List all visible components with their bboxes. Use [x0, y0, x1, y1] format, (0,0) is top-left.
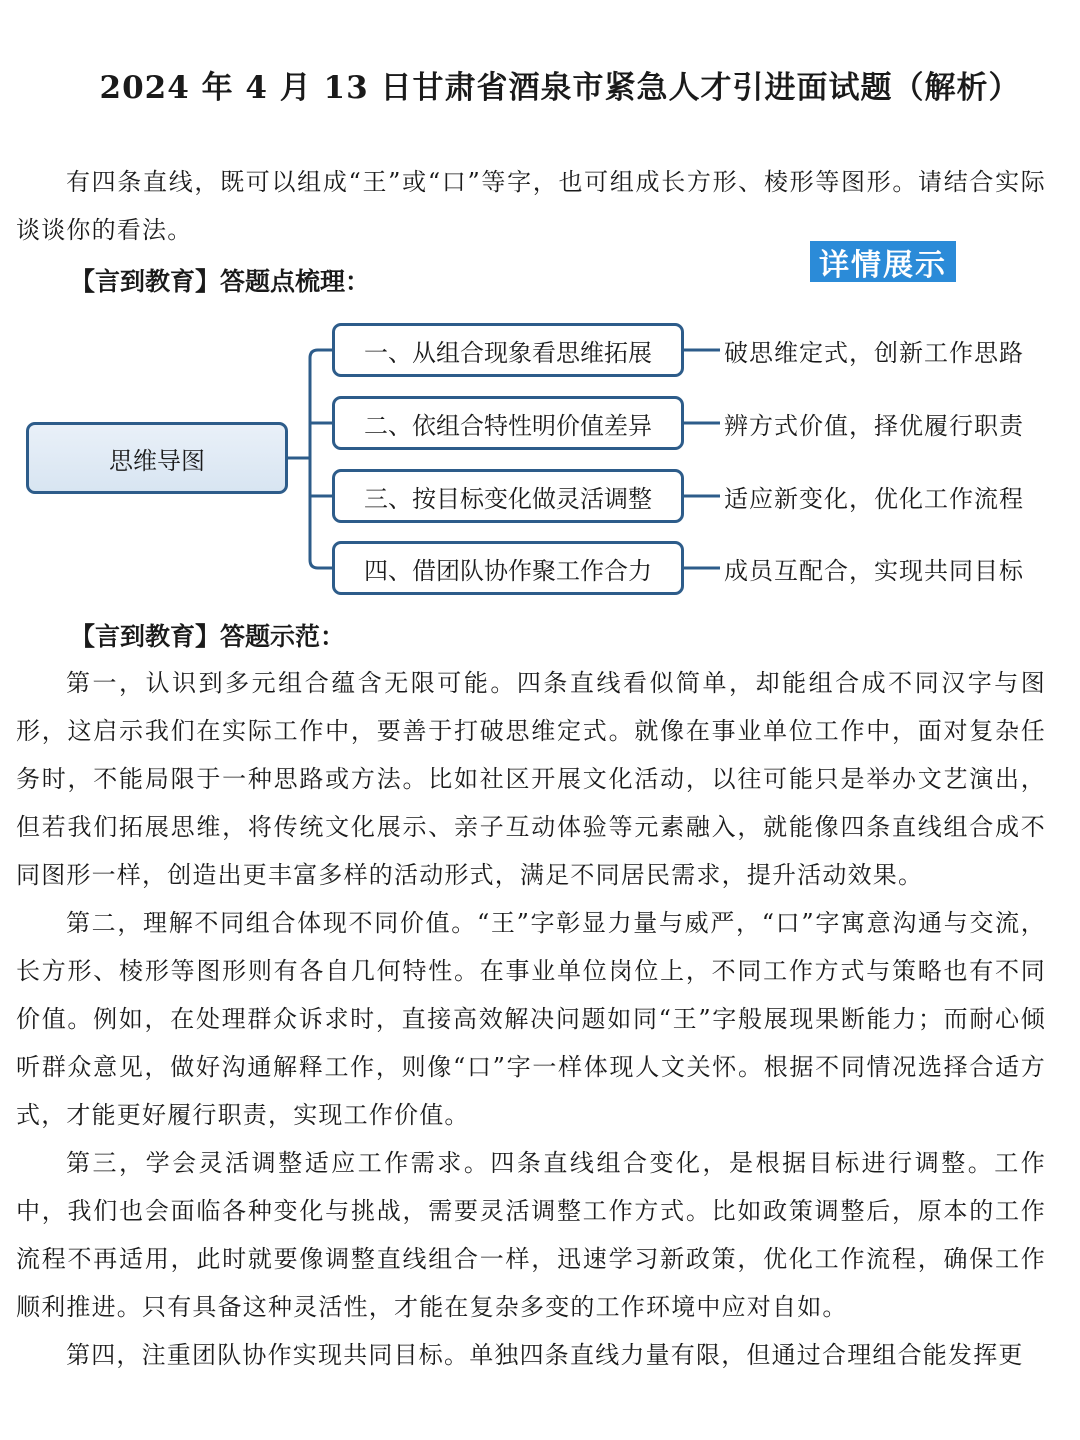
question-text: 有四条直线，既可以组成“王”或“口”等字，也可组成长方形、棱形等图形。请结合实际谈谈你的看法。	[16, 168, 1046, 244]
mindmap-branch: 四、借团队协作聚工作合力	[332, 541, 684, 595]
answer-paragraph: 第一，认识到多元组合蕴含无限可能。四条直线看似简单，却能组合成不同汉字与图形，这启示我们在实际工作中，要善于打破思维定式。就像在事业单位工作中，面对复杂任务时，不能局限于一种思路或方法。比如社区开展文化活动，以往可能只是举办文艺演出，但若我们拓展思维，将传统文化展示、亲子互动体验等元素融入，就能像四条直线组合成不同图形一样，创造出更丰富多样的活动形式，满足不同居民需求，提升活动效果。	[16, 669, 1046, 889]
mindmap-leaf: 成员互配合，实现共同目标	[724, 556, 1024, 585]
mindmap-branch: 三、按目标变化做灵活调整	[332, 469, 684, 523]
answer-paragraph: 第三，学会灵活调整适应工作需求。四条直线组合变化，是根据目标进行调整。工作中，我们也会面临各种变化与挑战，需要灵活调整工作方式。比如政策调整后，原本的工作流程不再适用，此时就要像调整直线组合一样，迅速学习新政策，优化工作流程，确保工作顺利推进。只有具备这种灵活性，才能在复杂多变的工作环境中应对自如。	[16, 1149, 1046, 1321]
answer-paragraph: 第四，注重团队协作实现共同目标。单独四条直线力量有限，但通过合理组合能发挥更	[66, 1341, 1024, 1369]
mindmap-leaf: 适应新变化，优化工作流程	[724, 484, 1024, 513]
mindmap-leaf: 辨方式价值，择优履行职责	[724, 411, 1024, 440]
mindmap-branch: 一、从组合现象看思维拓展	[332, 323, 684, 377]
details-badge[interactable]: 详情展示	[810, 241, 956, 282]
answer-paragraph: 第二，理解不同组合体现不同价值。“王”字彰显力量与威严，“口”字寓意沟通与交流，长方形、棱形等图形则有各自几何特性。在事业单位岗位上，不同工作方式与策略也有不同价值。例如，在处理群众诉求时，直接高效解决问题如同“王”字般展现果断能力；而耐心倾听群众意见，做好沟通解释工作，则像“口”字一样体现人文关怀。根据不同情况选择合适方式，才能更好履行职责，实现工作价值。	[16, 909, 1046, 1129]
branch-spine	[310, 350, 332, 568]
mindmap-root: 思维导图	[26, 422, 288, 494]
points-heading: 【言到教育】答题点梳理：	[70, 267, 371, 296]
mindmap-leaf: 破思维定式，创新工作思路	[724, 338, 1024, 367]
mindmap-branch: 二、依组合特性明价值差异	[332, 396, 684, 450]
answer-heading: 【言到教育】答题示范：	[70, 622, 346, 651]
page-title: 2024 年 4 月 13 日甘肃省酒泉市紧急人才引进面试题（解析）	[99, 70, 1021, 106]
